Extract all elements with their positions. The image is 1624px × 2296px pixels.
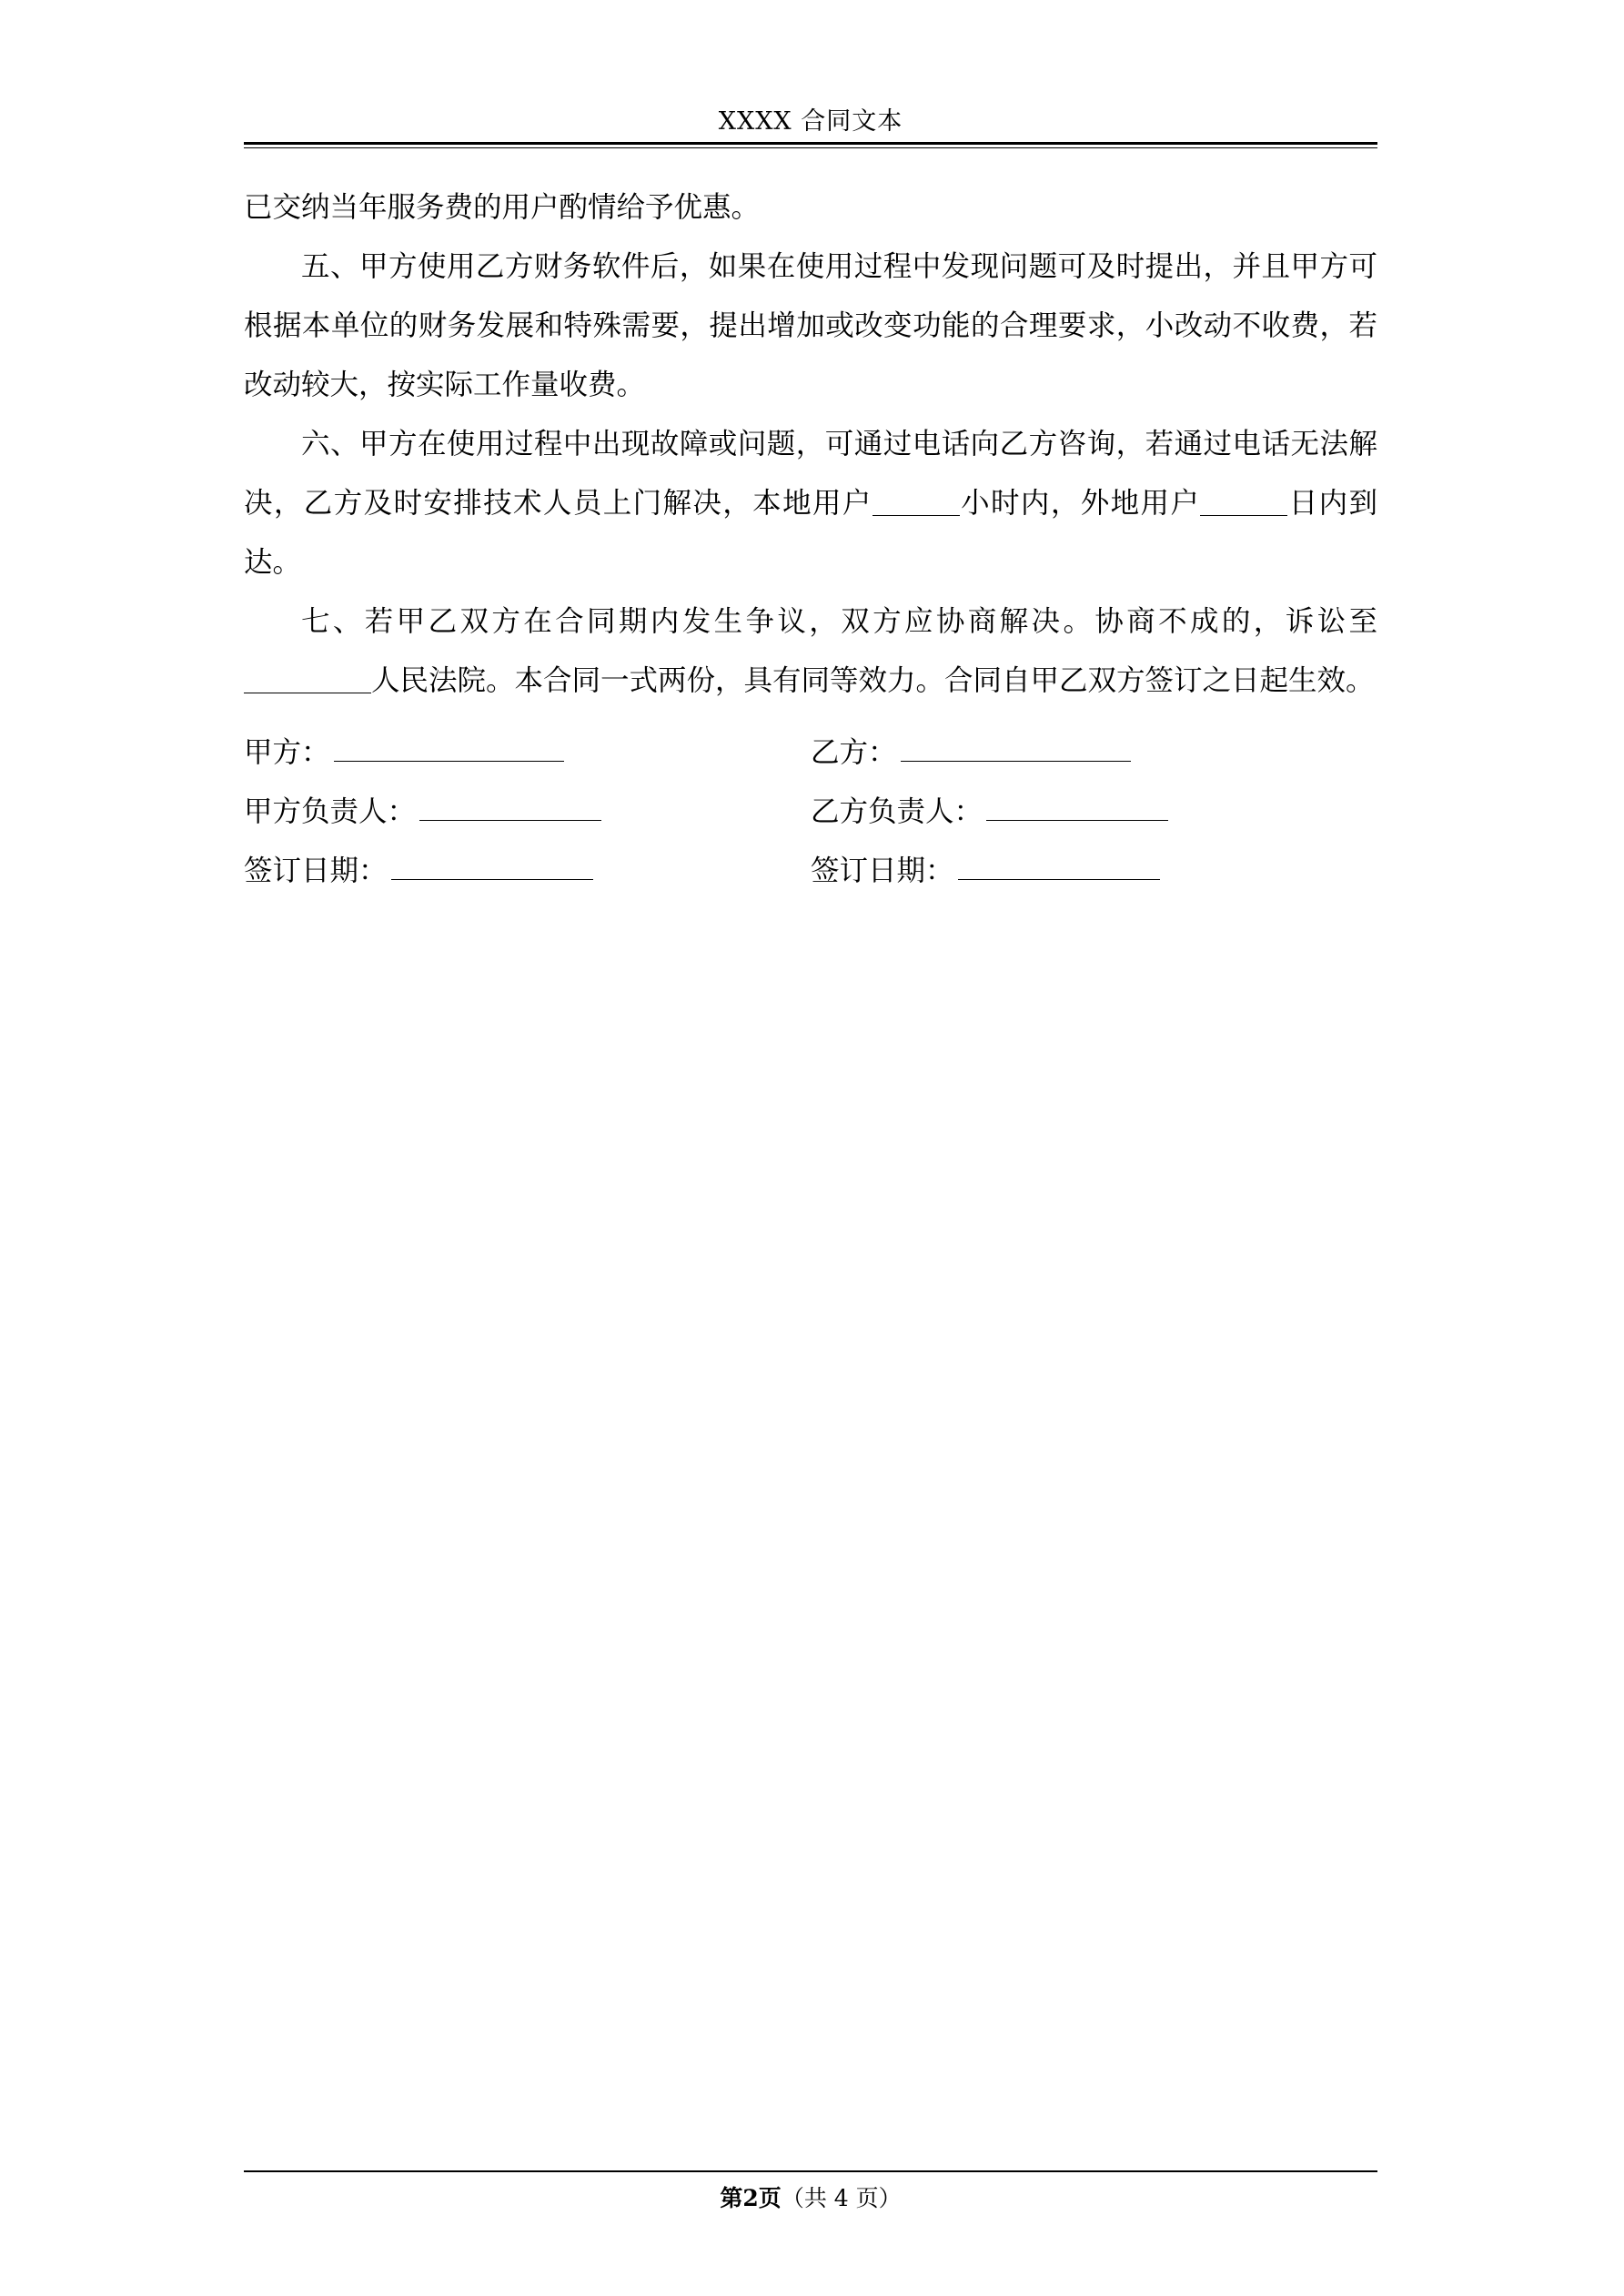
signature-line-rep-a[interactable]	[419, 789, 601, 821]
signature-date-b	[811, 842, 1377, 901]
label-date-b: 签订日期：	[811, 855, 954, 887]
clause-6-part3: 日内到达。	[244, 487, 1377, 579]
signature-line-rep-b[interactable]	[986, 789, 1168, 821]
signature-row-representative	[244, 783, 1377, 842]
clause-6-part2: 小时内，外地用户	[959, 487, 1201, 520]
header-rule-thick	[244, 142, 1377, 145]
label-party-a: 甲方：	[244, 736, 330, 769]
label-rep-a: 甲方负责人：	[244, 795, 417, 828]
label-date-a: 签订日期：	[244, 855, 388, 887]
blank-local-hours	[873, 515, 960, 516]
header-title-en: XXXX	[718, 107, 792, 136]
signature-party-b	[811, 723, 1377, 783]
signature-block	[244, 723, 1377, 901]
clause-7-part2: 人民法院。本合同一式两份，具有同等效力。合同自甲乙双方签订之日起生效。	[371, 664, 1375, 697]
signature-party-a	[244, 723, 811, 783]
signature-rep-a	[244, 783, 811, 842]
signature-line-date-a[interactable]	[391, 848, 593, 880]
paragraph-continued: 已交纳当年服务费的用户酌情给予优惠。	[244, 191, 761, 224]
clause-6-part1: 六、甲方在使用过程中出现故障或问题，可通过电话向乙方咨询，若通过电话无法解决，乙方及时安排技术人员上门解决，本地用户	[244, 428, 1377, 520]
header-rule-thin	[244, 147, 1377, 148]
paragraph-clause-6	[244, 415, 1377, 592]
footer-rule	[244, 2170, 1377, 2172]
clause-7-part1: 七、若甲乙双方在合同期内发生争议，双方应协商解决。协商不成的，诉讼至	[301, 605, 1377, 638]
signature-row-date	[244, 842, 1377, 901]
signature-rep-b	[811, 783, 1377, 842]
paragraph-clause-7	[244, 592, 1377, 711]
footer-total: （共 4 页）	[781, 2185, 902, 2211]
body-text	[244, 178, 1377, 711]
signature-line-date-b[interactable]	[958, 848, 1160, 880]
footer-page-number: 2	[742, 2185, 759, 2211]
paragraph-clause-5: 五、甲方使用乙方财务软件后，如果在使用过程中发现问题可及时提出，并且甲方可根据本单位的财务发展和特殊需要，提出增加或改变功能的合理要求，小改动不收费，若改动较大，按实际工作量收费。	[244, 250, 1377, 401]
page-header	[244, 107, 1377, 137]
signature-date-a	[244, 842, 811, 901]
label-party-b: 乙方：	[811, 736, 897, 769]
page-content	[244, 0, 1377, 2296]
page-footer	[244, 2180, 1377, 2213]
header-title-cn: 合同文本	[792, 107, 903, 136]
signature-row-party	[244, 723, 1377, 783]
footer-page-prefix: 第	[720, 2185, 743, 2211]
signature-line-party-a[interactable]	[334, 730, 564, 762]
signature-line-party-b[interactable]	[901, 730, 1131, 762]
label-rep-b: 乙方负责人：	[811, 795, 983, 828]
footer-page-suffix: 页	[758, 2185, 782, 2211]
blank-remote-days	[1200, 515, 1287, 516]
